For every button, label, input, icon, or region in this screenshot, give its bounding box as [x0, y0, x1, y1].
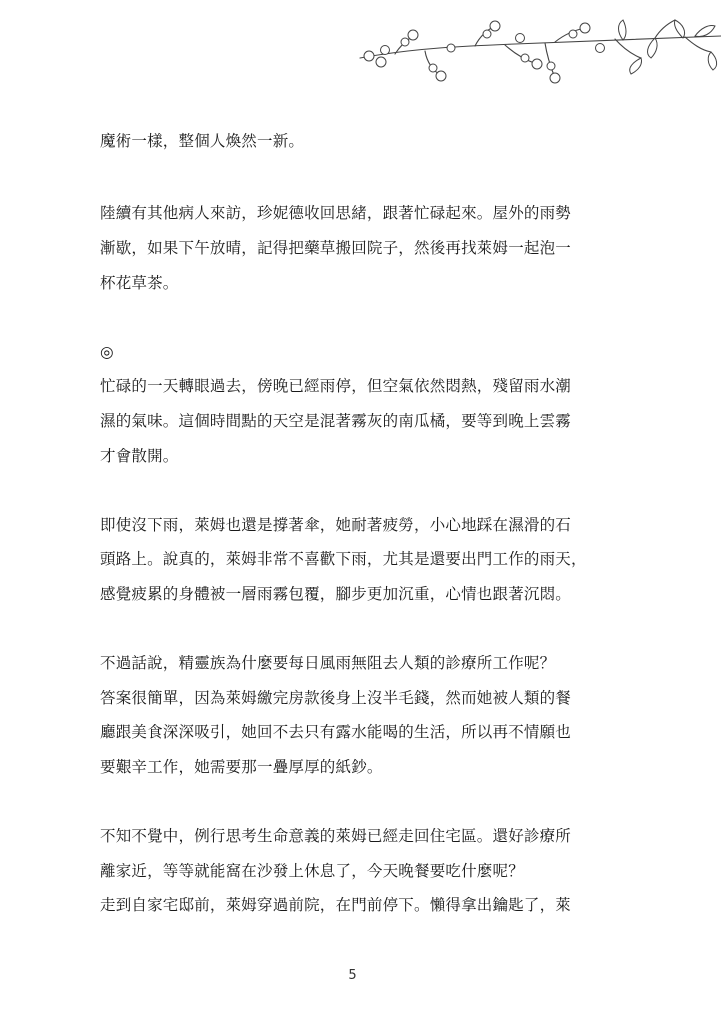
text-line-3: 漸歇，如果下午放晴，記得把藥草搬回院子，然後再找萊姆一起泡一 — [100, 239, 572, 257]
text-line-17: 走到自家宅邸前，萊姆穿過前院，在門前停下。懶得拿出鑰匙了，萊 — [100, 896, 572, 914]
text-line-7: 才會散開。 — [100, 447, 179, 465]
text-line-6: 濕的氣味。這個時間點的天空是混著霧灰的南瓜橘，要等到晚上雲霧 — [100, 412, 572, 430]
section-break-symbol: ◎ — [100, 343, 114, 361]
text-line-11: 不過話說，精靈族為什麼要每日風雨無阻去人類的診療所工作呢？ — [100, 654, 556, 672]
text-line-9: 頭路上。說真的，萊姆非常不喜歡下雨，尤其是還要出門工作的雨天， — [100, 550, 587, 568]
text-line-15: 不知不覺中，例行思考生命意義的萊姆已經走回住宅區。還好診療所 — [100, 827, 572, 845]
text-line-4: 杯花草茶。 — [100, 274, 179, 292]
text-line-14: 要艱辛工作，她需要那一疊厚厚的紙鈔。 — [100, 758, 383, 776]
page-number: 5 — [348, 968, 357, 983]
text-line-16: 離家近，等等就能窩在沙發上休息了，今天晚餐要吃什麼呢？ — [100, 862, 524, 880]
text-line-13: 廳跟美食深深吸引，她回不去只有露水能喝的生活，所以再不情願也 — [100, 723, 572, 741]
text-line-2: 陸續有其他病人來訪，珍妮德收回思緒，跟著忙碌起來。屋外的雨勢 — [100, 204, 572, 222]
text-line-12: 答案很簡單，因為萊姆繳完房款後身上沒半毛錢，然而她被人類的餐 — [100, 689, 572, 707]
text-line-1: 魔術一樣，整個人煥然一新。 — [100, 132, 305, 150]
text-line-8: 即使沒下雨，萊姆也還是撐著傘，她耐著疲勞，小心地踩在濕滑的石 — [100, 516, 572, 534]
vine-ornament — [355, 18, 721, 88]
text-line-5: 忙碌的一天轉眼過去，傍晚已經雨停，但空氣依然悶熱，殘留雨水潮 — [100, 377, 572, 395]
text-line-10: 感覺疲累的身體被一層雨霧包覆，腳步更加沉重，心情也跟著沉悶。 — [100, 585, 572, 603]
